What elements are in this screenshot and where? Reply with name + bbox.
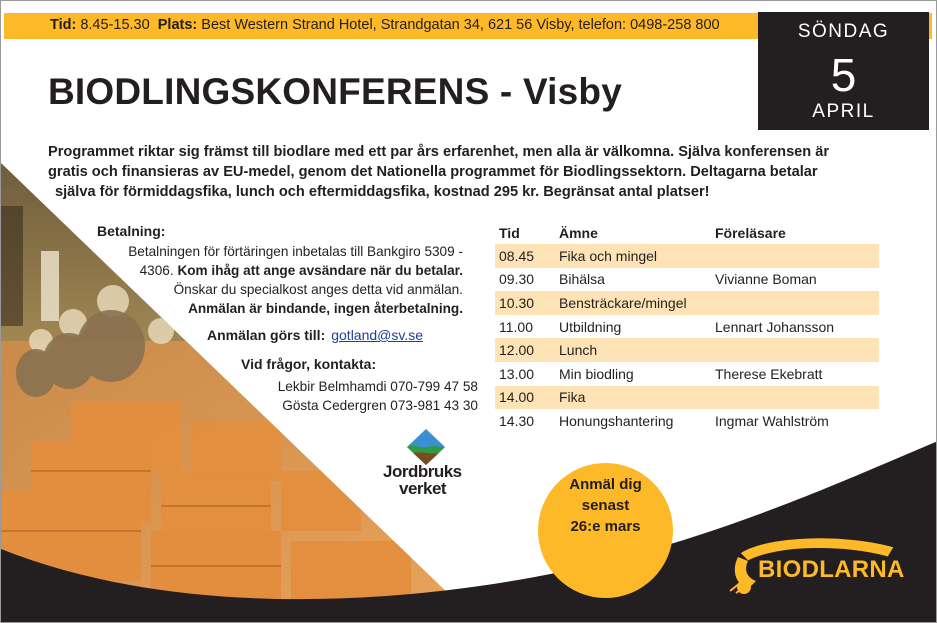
intro-line: gratis och finansieras av EU-medel, genom det Nationella programmet för Biodlingssektorn. Deltagarna betalar [48, 164, 818, 180]
payment-bankgiro-end: 4306. [139, 263, 174, 278]
payment-details [128, 242, 463, 318]
schedule-row [495, 268, 879, 292]
schedule-header-speaker: Föreläsare [715, 224, 786, 241]
schedule-time: 12.00 [495, 338, 559, 362]
payment-line: Betalningen för förtäringen inbetalas till Bankgiro 5309 - [128, 244, 463, 259]
schedule-topic: Honungshantering [559, 412, 674, 429]
contact-person: Gösta Cedergren 073-981 43 30 [282, 398, 478, 413]
schedule-topic: Bihälsa [559, 271, 605, 288]
register-deadline-text [538, 474, 673, 537]
schedule-speaker: Therese Ekebratt [715, 365, 823, 382]
info-bar-text [50, 17, 720, 33]
payment-line [128, 261, 463, 280]
schedule-row [495, 315, 879, 339]
deadline-line: Anmäl dig [569, 476, 642, 493]
schedule-speaker [715, 291, 879, 315]
schedule-time: 08.45 [495, 244, 559, 268]
jordbruksverket-line2: verket [399, 479, 447, 498]
contact-heading: Vid frågor, kontakta: [241, 356, 377, 372]
date-weekday: SÖNDAG [797, 21, 890, 42]
deadline-line: 26:e mars [570, 518, 641, 535]
date-day-number: 5 [830, 49, 857, 101]
place-label: Plats: [157, 17, 198, 33]
schedule-row [495, 244, 879, 268]
biodlarna-logo-text: BIODLARNA [758, 556, 905, 583]
schedule-topic: Min biodling [559, 365, 634, 382]
page-title: BIODLINGSKONFERENS - Visby [48, 71, 622, 112]
schedule-speaker: Lennart Johansson [715, 318, 835, 335]
payment-heading: Betalning: [97, 223, 166, 239]
schedule-row [495, 409, 879, 433]
place-value: Best Western Strand Hotel, Strandgatan 34, 621 56 Visby, telefon: 0498-258 800 [201, 17, 720, 33]
schedule-time: 11.00 [499, 318, 533, 335]
registration-email-link[interactable]: gotland@sv.se [331, 327, 424, 343]
schedule-time: 09.30 [499, 271, 535, 288]
schedule-row [495, 291, 879, 315]
schedule-speaker: Vivianne Boman [715, 271, 817, 288]
schedule-topic: Fika [559, 386, 715, 410]
registration-label: Anmälan görs till: [207, 327, 326, 343]
time-label: Tid: [50, 17, 77, 33]
schedule-header-topic: Ämne [559, 224, 598, 241]
schedule-speaker [715, 244, 879, 268]
schedule-header-time: Tid [499, 224, 520, 241]
date-box [758, 12, 929, 130]
jordbruksverket-logo-text [383, 463, 462, 497]
payment-line [128, 299, 463, 318]
schedule-table [495, 221, 879, 433]
schedule-row [495, 362, 879, 386]
schedule-topic: Lunch [559, 338, 715, 362]
schedule-header-row [495, 221, 879, 244]
intro-line: Programmet riktar sig främst till biodlare med ett par års erfarenhet, men alla är välkomna. Själva konferensen är [48, 144, 830, 160]
registration [207, 327, 423, 343]
schedule-topic: Utbildning [559, 318, 622, 335]
payment-reminder: Kom ihåg att ange avsändare när du betalar. [177, 263, 463, 278]
register-deadline-badge [538, 463, 673, 598]
jordbruksverket-line1: Jordbruks [383, 462, 462, 481]
schedule-row [495, 338, 879, 362]
schedule-speaker [715, 338, 879, 362]
time-value: 8.45-15.30 [80, 17, 150, 33]
schedule-row [495, 386, 879, 410]
intro-line: själva för förmiddagsfika, lunch och eftermiddagsfika, kostnad 295 kr. Begränsat antal platser! [55, 184, 710, 200]
payment-binding-note: Anmälan är bindande, ingen återbetalning. [188, 301, 463, 316]
schedule-time: 13.00 [499, 365, 535, 382]
schedule-time: 14.30 [499, 412, 535, 429]
schedule-time: 14.00 [495, 386, 559, 410]
schedule-speaker: Ingmar Wahlström [715, 412, 829, 429]
intro-paragraph [48, 142, 898, 202]
schedule-topic: Fika och mingel [559, 244, 715, 268]
schedule-topic: Bensträckare/mingel [559, 291, 715, 315]
deadline-line: senast [581, 497, 630, 514]
payment-line: Önskar du specialkost anges detta vid anmälan. [173, 282, 463, 297]
schedule-time: 10.30 [495, 291, 559, 315]
date-month: APRIL [812, 101, 875, 122]
schedule-speaker [715, 386, 879, 410]
contact-person: Lekbir Belmhamdi 070-799 47 58 [277, 379, 478, 394]
contact-list [278, 377, 478, 415]
